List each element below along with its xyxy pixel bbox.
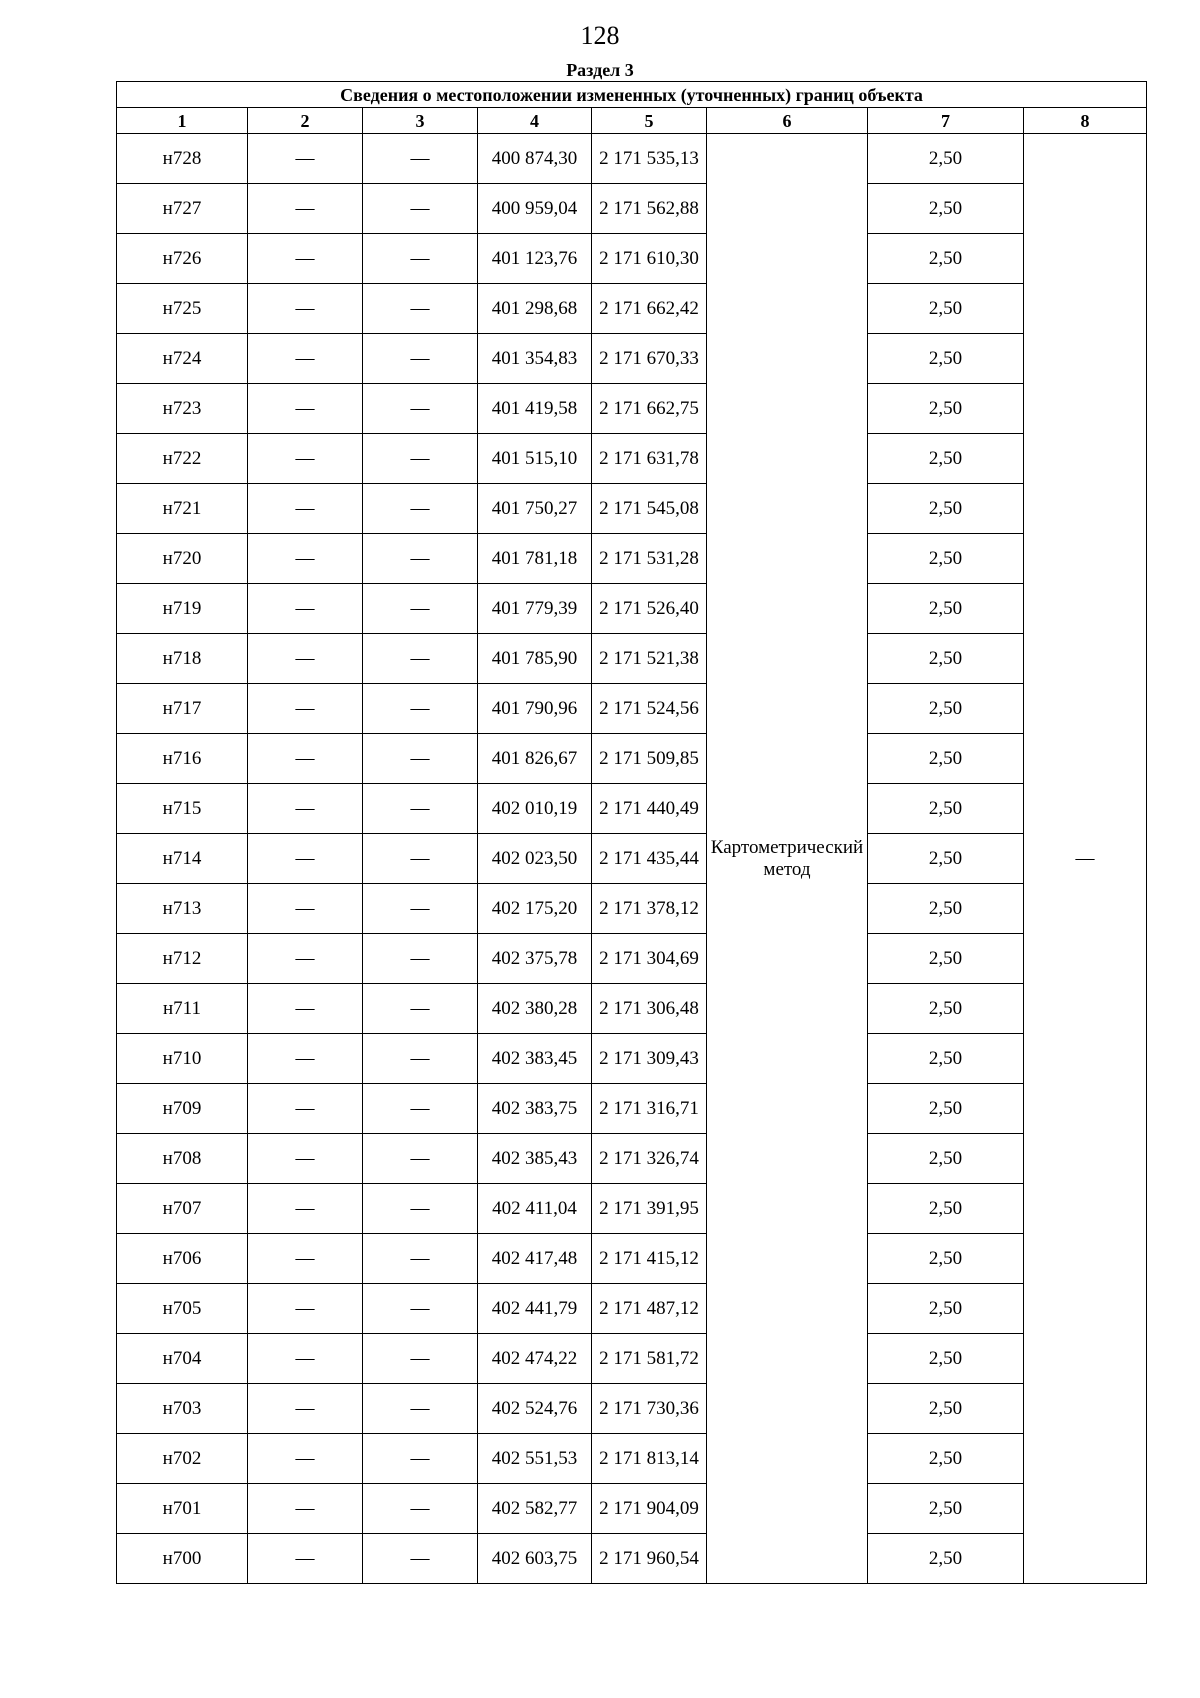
accuracy-cell: 2,50 [868, 984, 1024, 1034]
x-coordinate-cell: 402 375,78 [478, 934, 592, 984]
column-3-cell: — [363, 1034, 478, 1084]
table-row [117, 834, 1147, 884]
point-id-cell: н700 [117, 1534, 248, 1584]
x-coordinate-cell: 401 826,67 [478, 734, 592, 784]
column-number: 4 [478, 108, 592, 134]
y-coordinate-cell: 2 171 581,72 [592, 1334, 707, 1384]
x-coordinate-cell: 400 959,04 [478, 184, 592, 234]
x-coordinate-cell: 401 123,76 [478, 234, 592, 284]
x-coordinate-cell: 402 411,04 [478, 1184, 592, 1234]
section-title: Раздел 3 [566, 60, 634, 80]
y-coordinate-cell: 2 171 415,12 [592, 1234, 707, 1284]
table-row [117, 234, 1147, 284]
column-3-cell: — [363, 1434, 478, 1484]
column-2-cell: — [248, 534, 363, 584]
y-coordinate-cell: 2 171 306,48 [592, 984, 707, 1034]
y-coordinate-cell: 2 171 526,40 [592, 584, 707, 634]
x-coordinate-cell: 402 010,19 [478, 784, 592, 834]
accuracy-cell: 2,50 [868, 1084, 1024, 1134]
column-3-cell: — [363, 1334, 478, 1384]
column-3-cell: — [363, 684, 478, 734]
x-coordinate-cell: 402 474,22 [478, 1334, 592, 1384]
column-2-cell: — [248, 934, 363, 984]
column-2-cell: — [248, 1284, 363, 1334]
accuracy-cell: 2,50 [868, 1334, 1024, 1384]
point-id-cell: н708 [117, 1134, 248, 1184]
x-coordinate-cell: 401 785,90 [478, 634, 592, 684]
table-row [117, 934, 1147, 984]
accuracy-cell: 2,50 [868, 484, 1024, 534]
x-coordinate-cell: 402 175,20 [478, 884, 592, 934]
y-coordinate-cell: 2 171 509,85 [592, 734, 707, 784]
x-coordinate-cell: 401 354,83 [478, 334, 592, 384]
y-coordinate-cell: 2 171 610,30 [592, 234, 707, 284]
accuracy-cell: 2,50 [868, 884, 1024, 934]
accuracy-cell: 2,50 [868, 534, 1024, 584]
table-row [117, 484, 1147, 534]
y-coordinate-cell: 2 171 326,74 [592, 1134, 707, 1184]
column-3-cell: — [363, 634, 478, 684]
column-3-cell: — [363, 1384, 478, 1434]
x-coordinate-cell: 402 603,75 [478, 1534, 592, 1584]
table-row [117, 1434, 1147, 1484]
point-id-cell: н715 [117, 784, 248, 834]
accuracy-cell: 2,50 [868, 1534, 1024, 1584]
point-id-cell: н704 [117, 1334, 248, 1384]
column-number: 1 [117, 108, 248, 134]
y-coordinate-cell: 2 171 521,38 [592, 634, 707, 684]
column-number: 2 [248, 108, 363, 134]
table-row [117, 434, 1147, 484]
boundary-coordinates-table [116, 81, 1147, 1584]
table-row [117, 334, 1147, 384]
point-id-cell: н716 [117, 734, 248, 784]
column-3-cell: — [363, 1134, 478, 1184]
column-2-cell: — [248, 484, 363, 534]
accuracy-cell: 2,50 [868, 734, 1024, 784]
column-3-cell: — [363, 384, 478, 434]
table-row [117, 884, 1147, 934]
point-id-cell: н706 [117, 1234, 248, 1284]
table-row [117, 1534, 1147, 1584]
y-coordinate-cell: 2 171 378,12 [592, 884, 707, 934]
table-row [117, 184, 1147, 234]
table-row [117, 784, 1147, 834]
point-id-cell: н720 [117, 534, 248, 584]
table-row [117, 984, 1147, 1034]
accuracy-cell: 2,50 [868, 634, 1024, 684]
table-row [117, 284, 1147, 334]
y-coordinate-cell: 2 171 487,12 [592, 1284, 707, 1334]
point-id-cell: н711 [117, 984, 248, 1034]
table-row [117, 534, 1147, 584]
column-2-cell: — [248, 1334, 363, 1384]
x-coordinate-cell: 401 750,27 [478, 484, 592, 534]
y-coordinate-cell: 2 171 631,78 [592, 434, 707, 484]
column-2-cell: — [248, 384, 363, 434]
accuracy-cell: 2,50 [868, 1484, 1024, 1534]
x-coordinate-cell: 402 380,28 [478, 984, 592, 1034]
column-2-cell: — [248, 734, 363, 784]
column-3-cell: — [363, 334, 478, 384]
x-coordinate-cell: 402 385,43 [478, 1134, 592, 1184]
y-coordinate-cell: 2 171 304,69 [592, 934, 707, 984]
table-caption: Сведения о местоположении измененных (уточненных) границ объекта [117, 82, 1147, 108]
column-number: 5 [592, 108, 707, 134]
page-number: 128 [580, 21, 620, 50]
point-id-cell: н703 [117, 1384, 248, 1434]
point-id-cell: н707 [117, 1184, 248, 1234]
accuracy-cell: 2,50 [868, 1134, 1024, 1184]
x-coordinate-cell: 400 874,30 [478, 134, 592, 184]
column-2-cell: — [248, 284, 363, 334]
y-coordinate-cell: 2 171 670,33 [592, 334, 707, 384]
column-3-cell: — [363, 884, 478, 934]
table-row [117, 1484, 1147, 1534]
y-coordinate-cell: 2 171 535,13 [592, 134, 707, 184]
x-coordinate-cell: 401 419,58 [478, 384, 592, 434]
column-2-cell: — [248, 1184, 363, 1234]
point-id-cell: н726 [117, 234, 248, 284]
accuracy-cell: 2,50 [868, 1234, 1024, 1284]
table-row [117, 1084, 1147, 1134]
column-2-cell: — [248, 1434, 363, 1484]
table-row [117, 134, 1147, 184]
point-id-cell: н719 [117, 584, 248, 634]
point-id-cell: н721 [117, 484, 248, 534]
accuracy-cell: 2,50 [868, 1184, 1024, 1234]
table-row [117, 1184, 1147, 1234]
accuracy-cell: 2,50 [868, 334, 1024, 384]
point-id-cell: н714 [117, 834, 248, 884]
accuracy-cell: 2,50 [868, 1034, 1024, 1084]
column-8-cell: — [1024, 134, 1147, 1584]
x-coordinate-cell: 402 417,48 [478, 1234, 592, 1284]
point-id-cell: н728 [117, 134, 248, 184]
x-coordinate-cell: 402 582,77 [478, 1484, 592, 1534]
column-number-row [117, 108, 1147, 134]
column-2-cell: — [248, 184, 363, 234]
accuracy-cell: 2,50 [868, 784, 1024, 834]
column-2-cell: — [248, 1384, 363, 1434]
column-number: 7 [868, 108, 1024, 134]
column-2-cell: — [248, 234, 363, 284]
column-3-cell: — [363, 1234, 478, 1284]
table-caption-row [117, 82, 1147, 108]
y-coordinate-cell: 2 171 662,42 [592, 284, 707, 334]
table-row [117, 384, 1147, 434]
table-row [117, 734, 1147, 784]
x-coordinate-cell: 402 383,75 [478, 1084, 592, 1134]
x-coordinate-cell: 401 779,39 [478, 584, 592, 634]
y-coordinate-cell: 2 171 545,08 [592, 484, 707, 534]
column-2-cell: — [248, 1034, 363, 1084]
accuracy-cell: 2,50 [868, 1384, 1024, 1434]
column-2-cell: — [248, 1084, 363, 1134]
y-coordinate-cell: 2 171 440,49 [592, 784, 707, 834]
column-3-cell: — [363, 434, 478, 484]
column-3-cell: — [363, 1184, 478, 1234]
y-coordinate-cell: 2 171 662,75 [592, 384, 707, 434]
y-coordinate-cell: 2 171 524,56 [592, 684, 707, 734]
column-3-cell: — [363, 934, 478, 984]
y-coordinate-cell: 2 171 960,54 [592, 1534, 707, 1584]
table-row [117, 684, 1147, 734]
table-row [117, 584, 1147, 634]
column-2-cell: — [248, 984, 363, 1034]
column-3-cell: — [363, 534, 478, 584]
y-coordinate-cell: 2 171 813,14 [592, 1434, 707, 1484]
column-3-cell: — [363, 284, 478, 334]
accuracy-cell: 2,50 [868, 234, 1024, 284]
column-3-cell: — [363, 134, 478, 184]
point-id-cell: н723 [117, 384, 248, 434]
column-3-cell: — [363, 834, 478, 884]
column-3-cell: — [363, 784, 478, 834]
y-coordinate-cell: 2 171 904,09 [592, 1484, 707, 1534]
column-3-cell: — [363, 1534, 478, 1584]
accuracy-cell: 2,50 [868, 934, 1024, 984]
column-2-cell: — [248, 1534, 363, 1584]
x-coordinate-cell: 402 023,50 [478, 834, 592, 884]
table-row [117, 1034, 1147, 1084]
accuracy-cell: 2,50 [868, 284, 1024, 334]
column-2-cell: — [248, 584, 363, 634]
column-2-cell: — [248, 684, 363, 734]
point-id-cell: н713 [117, 884, 248, 934]
accuracy-cell: 2,50 [868, 584, 1024, 634]
column-3-cell: — [363, 1484, 478, 1534]
point-id-cell: н725 [117, 284, 248, 334]
table-row [117, 1284, 1147, 1334]
y-coordinate-cell: 2 171 316,71 [592, 1084, 707, 1134]
point-id-cell: н717 [117, 684, 248, 734]
y-coordinate-cell: 2 171 435,44 [592, 834, 707, 884]
y-coordinate-cell: 2 171 309,43 [592, 1034, 707, 1084]
point-id-cell: н705 [117, 1284, 248, 1334]
accuracy-cell: 2,50 [868, 684, 1024, 734]
point-id-cell: н710 [117, 1034, 248, 1084]
column-3-cell: — [363, 484, 478, 534]
y-coordinate-cell: 2 171 562,88 [592, 184, 707, 234]
column-2-cell: — [248, 884, 363, 934]
point-id-cell: н701 [117, 1484, 248, 1534]
accuracy-cell: 2,50 [868, 1434, 1024, 1484]
x-coordinate-cell: 402 441,79 [478, 1284, 592, 1334]
column-2-cell: — [248, 784, 363, 834]
accuracy-cell: 2,50 [868, 384, 1024, 434]
x-coordinate-cell: 401 790,96 [478, 684, 592, 734]
column-number: 3 [363, 108, 478, 134]
y-coordinate-cell: 2 171 531,28 [592, 534, 707, 584]
method-cell: Картометрический метод [707, 134, 868, 1584]
column-3-cell: — [363, 234, 478, 284]
column-number: 8 [1024, 108, 1147, 134]
point-id-cell: н702 [117, 1434, 248, 1484]
column-3-cell: — [363, 734, 478, 784]
point-id-cell: н722 [117, 434, 248, 484]
column-3-cell: — [363, 184, 478, 234]
column-2-cell: — [248, 1134, 363, 1184]
column-2-cell: — [248, 334, 363, 384]
accuracy-cell: 2,50 [868, 134, 1024, 184]
point-id-cell: н709 [117, 1084, 248, 1134]
x-coordinate-cell: 402 551,53 [478, 1434, 592, 1484]
accuracy-cell: 2,50 [868, 834, 1024, 884]
point-id-cell: н724 [117, 334, 248, 384]
accuracy-cell: 2,50 [868, 434, 1024, 484]
point-id-cell: н727 [117, 184, 248, 234]
column-2-cell: — [248, 434, 363, 484]
column-2-cell: — [248, 134, 363, 184]
point-id-cell: н718 [117, 634, 248, 684]
column-number: 6 [707, 108, 868, 134]
column-2-cell: — [248, 1484, 363, 1534]
column-3-cell: — [363, 1284, 478, 1334]
table-row [117, 1334, 1147, 1384]
table-row [117, 1384, 1147, 1434]
table-row [117, 1234, 1147, 1284]
x-coordinate-cell: 402 383,45 [478, 1034, 592, 1084]
column-3-cell: — [363, 584, 478, 634]
x-coordinate-cell: 402 524,76 [478, 1384, 592, 1434]
table-body [117, 134, 1147, 1584]
x-coordinate-cell: 401 298,68 [478, 284, 592, 334]
column-2-cell: — [248, 1234, 363, 1284]
column-2-cell: — [248, 634, 363, 684]
x-coordinate-cell: 401 515,10 [478, 434, 592, 484]
table-row [117, 634, 1147, 684]
accuracy-cell: 2,50 [868, 1284, 1024, 1334]
y-coordinate-cell: 2 171 730,36 [592, 1384, 707, 1434]
x-coordinate-cell: 401 781,18 [478, 534, 592, 584]
column-2-cell: — [248, 834, 363, 884]
y-coordinate-cell: 2 171 391,95 [592, 1184, 707, 1234]
column-3-cell: — [363, 984, 478, 1034]
table-row [117, 1134, 1147, 1184]
column-3-cell: — [363, 1084, 478, 1134]
accuracy-cell: 2,50 [868, 184, 1024, 234]
point-id-cell: н712 [117, 934, 248, 984]
